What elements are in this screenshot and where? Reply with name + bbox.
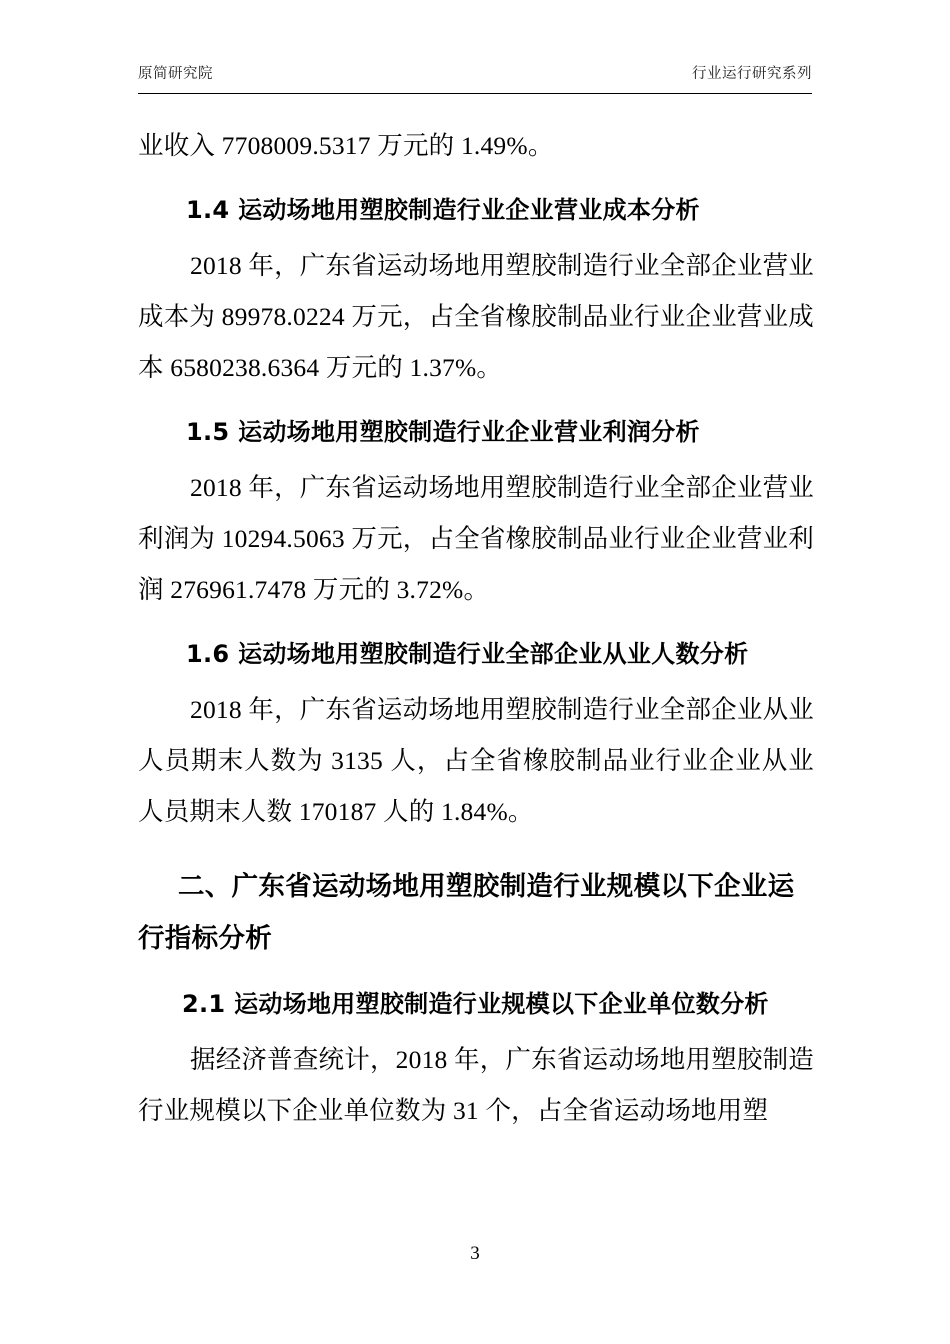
document-body	[138, 120, 814, 1138]
page-footer	[0, 1243, 950, 1265]
heading-1-4: 1.4 运动场地用塑胶制造行业企业营业成本分析	[186, 196, 700, 224]
page-number: 3	[470, 1243, 480, 1264]
heading-2-1: 2.1 运动场地用塑胶制造行业规模以下企业单位数分析	[182, 990, 769, 1018]
paragraph-1-6: 2018 年，广东省运动场地用塑胶制造行业全部企业从业人员期末人数为 3135 人，占全省橡胶制品业行业企业从业人员期末人数 170187 人的 1.84%。	[138, 695, 814, 826]
heading-1-6: 1.6 运动场地用塑胶制造行业全部企业从业人数分析	[186, 640, 749, 668]
header-right-text: 行业运行研究系列	[692, 66, 812, 82]
heading-section-2: 二、广东省运动场地用塑胶制造行业规模以下企业运行指标分析	[138, 871, 795, 954]
header-left-text: 原简研究院	[138, 66, 213, 82]
header-divider	[138, 93, 812, 94]
page-header	[138, 62, 812, 83]
heading-1-5: 1.5 运动场地用塑胶制造行业企业营业利润分析	[186, 418, 700, 446]
paragraph-1-4: 2018 年，广东省运动场地用塑胶制造行业全部企业营业成本为 89978.0224 万元，占全省橡胶制品业行业企业营业成本 6580238.6364 万元的 1.37%。	[138, 251, 814, 382]
paragraph-1-5: 2018 年，广东省运动场地用塑胶制造行业全部企业营业利润为 10294.5063 万元，占全省橡胶制品业行业企业营业利润 276961.7478 万元的 3.72%。	[138, 473, 814, 604]
paragraph-continued: 业收入 7708009.5317 万元的 1.49%。	[138, 131, 554, 160]
paragraph-2-1: 据经济普查统计，2018 年，广东省运动场地用塑胶制造行业规模以下企业单位数为 31 个，占全省运动场地用塑	[138, 1045, 814, 1125]
